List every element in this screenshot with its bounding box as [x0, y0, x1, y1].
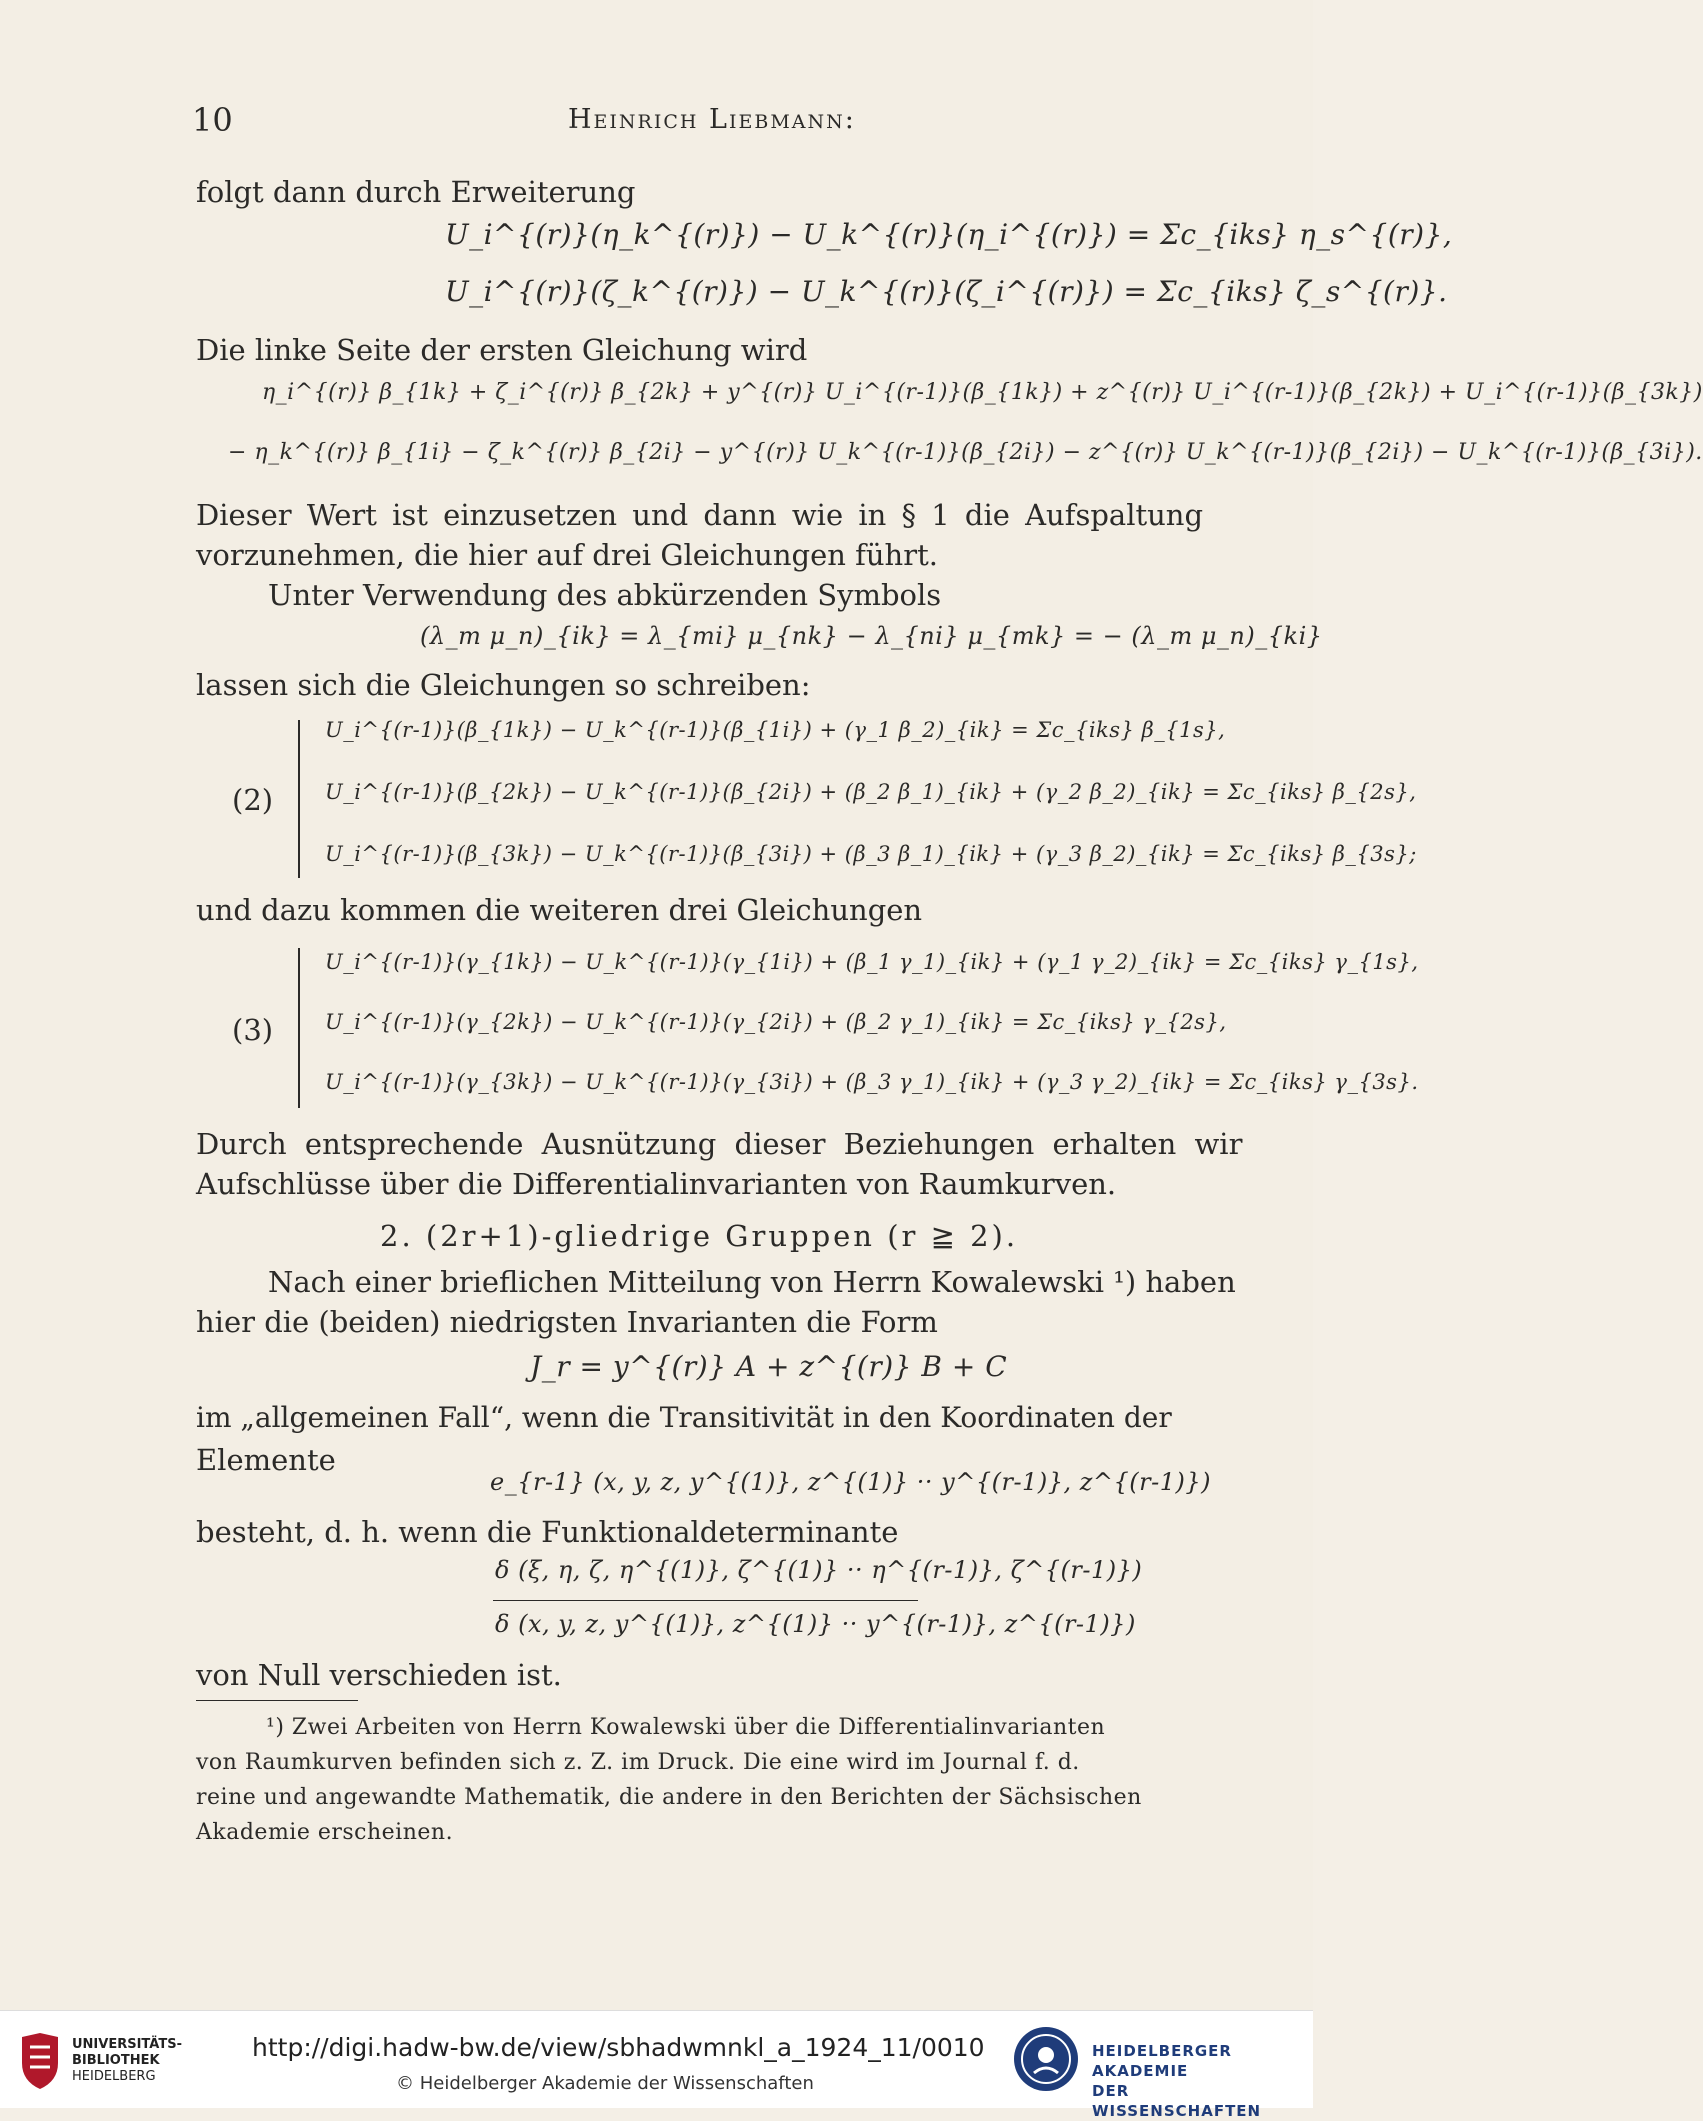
academy-logo[interactable]: [1012, 2025, 1302, 2120]
equation-line: U_i^{(r-1)}(γ_{3k}) − U_k^{(r-1)}(γ_{3i}) + (β_3 γ_1)_{ik} + (γ_3 γ_2)_{ik} = Σc_{iks} γ_{3s}.: [325, 1070, 1419, 1094]
text-line: Die linke Seite der ersten Gleichung wird: [196, 333, 808, 367]
logo-text: DER WISSENSCHAFTEN: [1092, 2082, 1262, 2120]
academy-seal-icon: [1012, 2025, 1080, 2093]
footnote-line: von Raumkurven befinden sich z. Z. im Druck. Die eine wird im Journal f. d.: [196, 1750, 1080, 1775]
equation-line: η_i^{(r)} β_{1k} + ζ_i^{(r)} β_{2k} + y^{(r)} U_i^{(r-1)}(β_{1k}) + z^{(r)} U_i^{(r-1)}(β_{2k}) + U_i^{(r-1)}(β_{3k}): [262, 380, 1703, 405]
equation-line: (λ_m μ_n)_{ik} = λ_{mi} μ_{nk} − λ_{ni} μ_{mk} = − (λ_m μ_n)_{ki}: [420, 622, 1323, 650]
copyright-text: © Heidelberger Akademie der Wissenschaften: [396, 2073, 814, 2094]
source-url-link[interactable]: http://digi.hadw-bw.de/view/sbhadwmnkl_a_1924_11/0010: [252, 2033, 985, 2062]
text-line: besteht, d. h. wenn die Funktionaldeterminante: [196, 1515, 899, 1549]
text-line: Durch entsprechende Ausnützung dieser Beziehungen erhalten wir: [196, 1127, 1243, 1161]
page-number: 10: [192, 101, 233, 139]
logo-text: BIBLIOTHEK: [72, 2053, 160, 2068]
footnote-line: Akademie erscheinen.: [196, 1820, 454, 1845]
equation-line: U_i^{(r)}(ζ_k^{(r)}) − U_k^{(r)}(ζ_i^{(r)}) = Σc_{iks} ζ_s^{(r)}.: [445, 275, 1448, 308]
equation-number: (3): [232, 1013, 274, 1047]
viewer-footer: [0, 2010, 1313, 2120]
text-line: von Null verschieden ist.: [196, 1658, 562, 1692]
text-line: Nach einer brieflichen Mitteilung von Herrn Kowalewski ¹) haben: [268, 1265, 1236, 1299]
library-emblem-icon: [18, 2033, 62, 2089]
left-brace: [298, 720, 300, 878]
equation-line: U_i^{(r)}(η_k^{(r)}) − U_k^{(r)}(η_i^{(r)}) = Σc_{iks} η_s^{(r)},: [445, 218, 1453, 251]
text-line: vorzunehmen, die hier auf drei Gleichungen führt.: [196, 538, 938, 572]
text-line: hier die (beiden) niedrigsten Invarianten die Form: [196, 1305, 938, 1339]
fraction-denominator: δ (x, y, z, y^{(1)}, z^{(1)} ·· y^{(r-1)}, z^{(r-1)}): [495, 1610, 1136, 1638]
university-library-logo[interactable]: [18, 2033, 182, 2091]
equation-number: (2): [232, 783, 274, 817]
equation-line: U_i^{(r-1)}(γ_{2k}) − U_k^{(r-1)}(γ_{2i}) + (β_2 γ_1)_{ik} = Σc_{iks} γ_{2s},: [325, 1010, 1227, 1034]
equation-line: U_i^{(r-1)}(β_{2k}) − U_k^{(r-1)}(β_{2i}) + (β_2 β_1)_{ik} + (γ_2 β_2)_{ik} = Σc_{iks} β_{2s},: [325, 780, 1417, 804]
logo-text: HEIDELBERGER AKADEMIE: [1092, 2042, 1232, 2080]
logo-text: HEIDELBERG: [72, 2069, 156, 2084]
text-line: Aufschlüsse über die Differentialinvarianten von Raumkurven.: [196, 1167, 1117, 1201]
left-brace: [298, 948, 300, 1108]
text-line: folgt dann durch Erweiterung: [196, 175, 636, 209]
footnote-rule: [196, 1700, 358, 1701]
footnote-line: ¹) Zwei Arbeiten von Herrn Kowalewski über die Differentialinvarianten: [266, 1715, 1106, 1740]
fraction-numerator: δ (ξ, η, ζ, η^{(1)}, ζ^{(1)} ·· η^{(r-1)}, ζ^{(r-1)}): [495, 1556, 1143, 1584]
running-title: Heinrich Liebmann:: [568, 104, 856, 135]
text-line: im „allgemeinen Fall“, wenn die Transitivität in den Koordinaten der: [196, 1401, 1172, 1434]
footnote-line: reine und angewandte Mathematik, die andere in den Berichten der Sächsischen: [196, 1785, 1142, 1810]
text-line: Dieser Wert ist einzusetzen und dann wie in § 1 die Aufspaltung: [196, 498, 1204, 532]
equation-line: − η_k^{(r)} β_{1i} − ζ_k^{(r)} β_{2i} − y^{(r)} U_k^{(r-1)}(β_{2i}) − z^{(r)} U_k^{(r-1)}(β_{2i}) − U_k^{(r-1)}(β_{3i}).: [228, 440, 1703, 465]
equation-line: U_i^{(r-1)}(β_{1k}) − U_k^{(r-1)}(β_{1i}) + (γ_1 β_2)_{ik} = Σc_{iks} β_{1s},: [325, 718, 1226, 742]
text-line: und dazu kommen die weiteren drei Gleichungen: [196, 893, 923, 927]
text-line: lassen sich die Gleichungen so schreiben:: [196, 668, 811, 702]
fraction-bar: [493, 1600, 918, 1601]
text-line: Elemente: [196, 1443, 336, 1477]
equation-line: U_i^{(r-1)}(γ_{1k}) − U_k^{(r-1)}(γ_{1i}) + (β_1 γ_1)_{ik} + (γ_1 γ_2)_{ik} = Σc_{iks} γ_{1s},: [325, 950, 1419, 974]
section-heading: 2. (2r+1)-gliedrige Gruppen (r ≧ 2).: [380, 1219, 1019, 1253]
equation-line: J_r = y^{(r)} A + z^{(r)} B + C: [530, 1350, 1008, 1383]
text-line: Unter Verwendung des abkürzenden Symbols: [268, 578, 942, 612]
equation-line: U_i^{(r-1)}(β_{3k}) − U_k^{(r-1)}(β_{3i}) + (β_3 β_1)_{ik} + (γ_3 β_2)_{ik} = Σc_{iks} β_{3s};: [325, 842, 1417, 866]
logo-text: UNIVERSITÄTS-: [72, 2037, 182, 2052]
equation-line: e_{r-1} (x, y, z, y^{(1)}, z^{(1)} ·· y^{(r-1)}, z^{(r-1)}): [490, 1468, 1211, 1496]
